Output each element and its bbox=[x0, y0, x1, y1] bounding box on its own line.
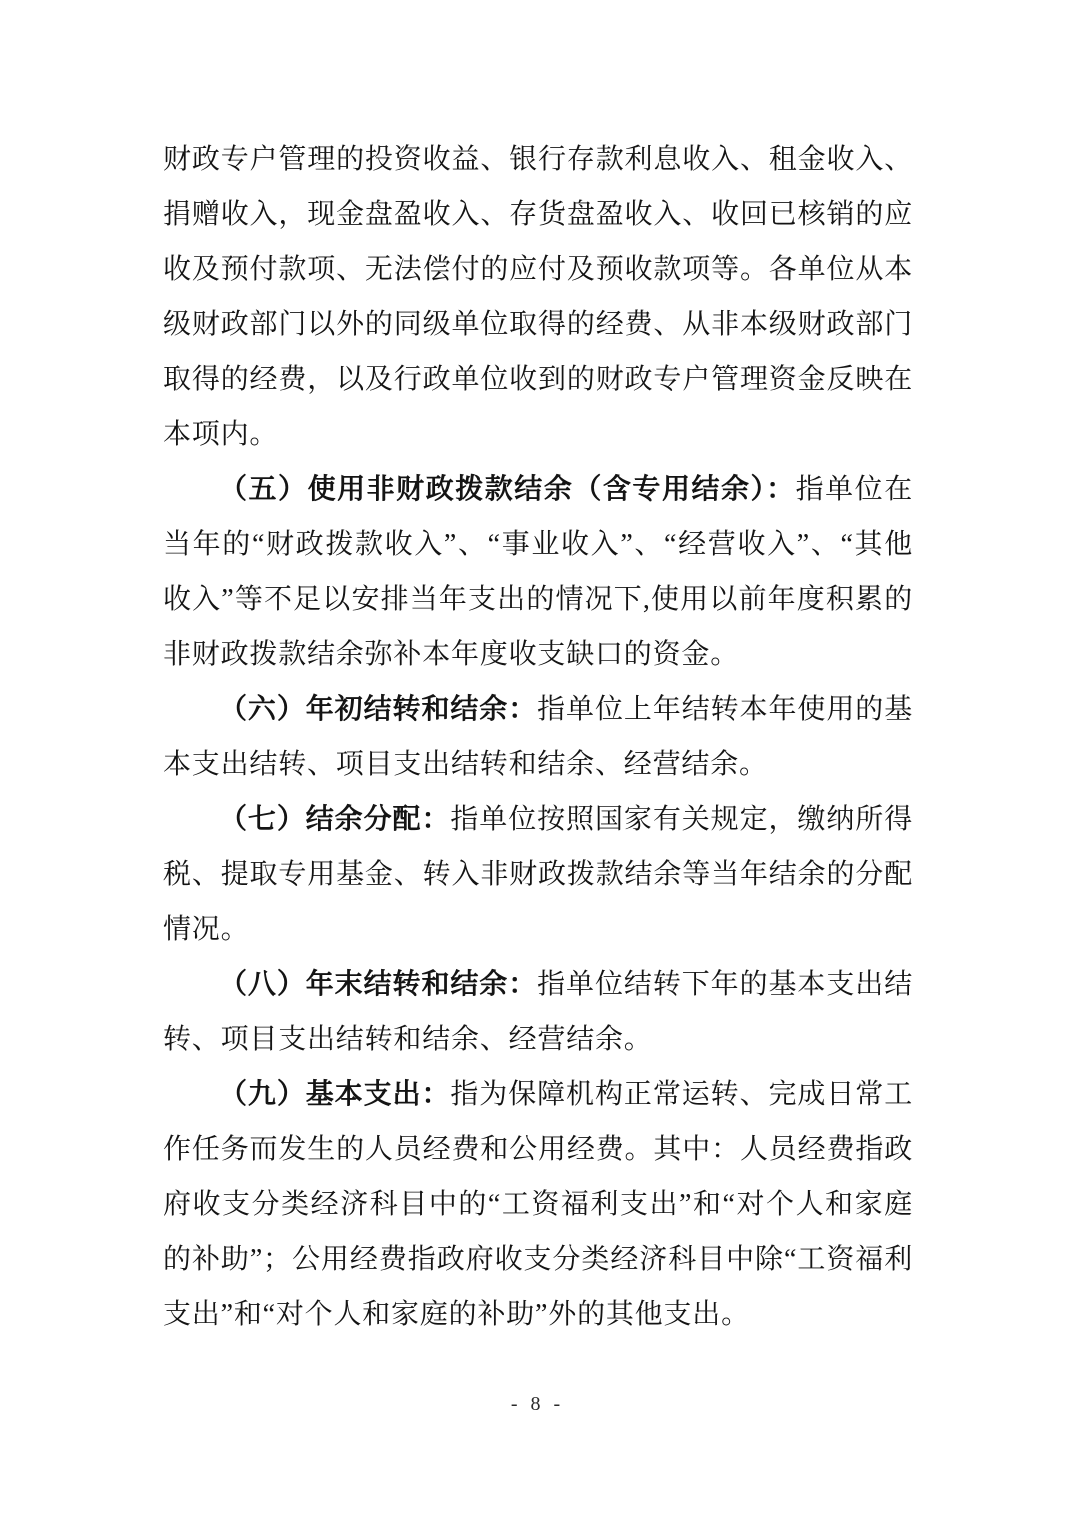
paragraph-text: 指单位上年结转本年使用的基本支出结转、项目支出结转和结余、经营结余。 bbox=[163, 694, 913, 780]
document-body bbox=[163, 132, 913, 1342]
paragraph-item-6 bbox=[163, 682, 913, 792]
paragraph-text: 财政专户管理的投资收益、银行存款利息收入、租金收入、捐赠收入，现金盘盈收入、存货盘盈收入、收回已核销的应收及预付款项、无法偿付的应付及预收款项等。各单位从本级财政部门以外的同级单位取得的经费、从非本级财政部门取得的经费，以及行政单位收到的财政专户管理资金反映在本项内。 bbox=[163, 144, 913, 450]
paragraph-text: 指单位在当年的“财政拨款收入”、“事业收入”、“经营收入”、“其他收入”等不足以安排当年支出的情况下,使用以前年度积累的非财政拨款结余弥补本年度收支缺口的资金。 bbox=[163, 474, 913, 670]
paragraph-continuation bbox=[163, 132, 913, 462]
paragraph-heading: （九）基本支出： bbox=[219, 1079, 451, 1110]
page-number: - 8 - bbox=[510, 1393, 565, 1415]
paragraph-heading: （五）使用非财政拨款结余（含专用结余）： bbox=[219, 474, 796, 505]
paragraph-heading: （六）年初结转和结余： bbox=[219, 694, 538, 725]
paragraph-heading: （七）结余分配： bbox=[219, 804, 451, 835]
paragraph-text: 指单位按照国家有关规定，缴纳所得税、提取专用基金、转入非财政拨款结余等当年结余的分配情况。 bbox=[163, 804, 913, 945]
paragraph-item-9 bbox=[163, 1067, 913, 1342]
paragraph-item-7 bbox=[163, 792, 913, 957]
paragraph-item-8 bbox=[163, 957, 913, 1067]
paragraph-text: 指单位结转下年的基本支出结转、项目支出结转和结余、经营结余。 bbox=[163, 969, 913, 1055]
paragraph-heading: （八）年末结转和结余： bbox=[219, 969, 538, 1000]
paragraph-item-5 bbox=[163, 462, 913, 682]
paragraph-text: 指为保障机构正常运转、完成日常工作任务而发生的人员经费和公用经费。其中：人员经费指政府收支分类经济科目中的“工资福利支出”和“对个人和家庭的补助”；公用经费指政府收支分类经济科目中除“工资福利支出”和“对个人和家庭的补助”外的其他支出。 bbox=[163, 1079, 913, 1330]
page-footer bbox=[0, 1393, 1075, 1416]
